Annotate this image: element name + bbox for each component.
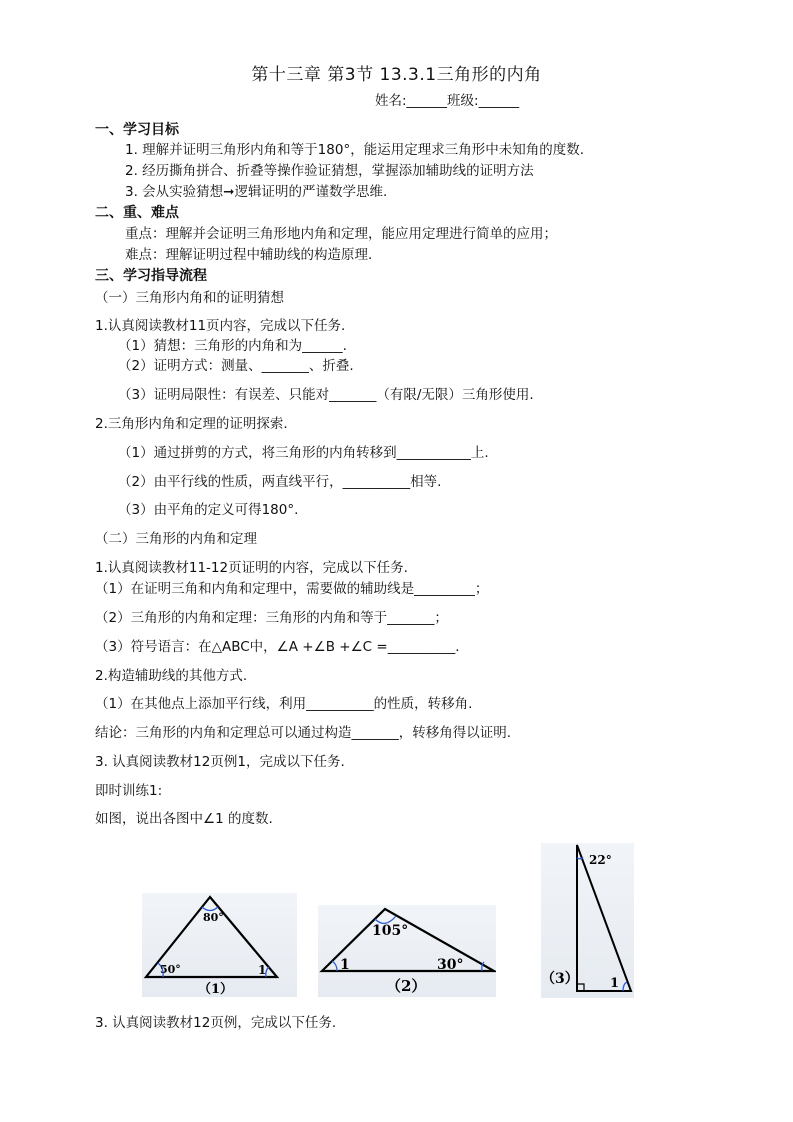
triangle-figure-2 bbox=[318, 905, 496, 997]
part2-task3: 3. 认真阅读教材12页例1，完成以下任务. bbox=[95, 754, 345, 770]
part2-conclusion: 结论：三角形的内角和定理总可以通过构造_______，转移角得以证明. bbox=[95, 725, 512, 741]
part1-q1: （1）猜想：三角形的内角和为______. bbox=[118, 338, 347, 354]
goal-item-1: 1. 理解并证明三角形内角和等于180°，能运用定理求三角形中未知角的度数. bbox=[125, 142, 584, 158]
name-class-line: 姓名:______班级:______ bbox=[375, 93, 520, 109]
footer-task: 3. 认真阅读教材12页例，完成以下任务. bbox=[95, 1015, 337, 1031]
section-process-heading: 三、学习指导流程 bbox=[95, 268, 207, 284]
part1-q2: （2）证明方式：测量、_______、折叠. bbox=[118, 358, 354, 374]
fig1-caption: （1） bbox=[198, 982, 234, 997]
fig3-caption: （3） bbox=[541, 971, 579, 987]
part2-task1: 1.认真阅读教材11-12页证明的内容，完成以下任务. bbox=[95, 560, 408, 576]
page-title: 第十三章 第3节 13.3.1三角形的内角 bbox=[251, 65, 542, 85]
drill-question: 如图，说出各图中∠1 的度数. bbox=[95, 811, 273, 827]
section-goals-heading: 一、学习目标 bbox=[95, 122, 179, 138]
part2-q1: （1）在证明三角和内角和定理中，需要做的辅助线是_________； bbox=[95, 581, 489, 597]
part2-title: （二）三角形的内角和定理 bbox=[95, 531, 257, 547]
part1-task1: 1.认真阅读教材11页内容，完成以下任务. bbox=[95, 318, 346, 334]
goal-item-2: 2. 经历撕角拼合、折叠等操作验证猜想，掌握添加辅助线的证明方法 bbox=[125, 163, 534, 179]
part1-r1: （1）通过拼剪的方式，将三角形的内角转移到___________上. bbox=[118, 445, 489, 461]
part2-q2: （2）三角形的内角和定理：三角形的内角和等于_______； bbox=[95, 610, 448, 626]
part1-task2: 2.三角形内角和定理的证明探索. bbox=[95, 416, 288, 432]
part1-q3: （3）证明局限性：有误差、只能对_______（有限/无限）三角形使用. bbox=[118, 387, 534, 403]
difficult-point: 难点：理解证明过程中辅助线的构造原理. bbox=[125, 247, 373, 263]
fig1-top-angle: 80° bbox=[203, 911, 224, 924]
triangle-figure-3 bbox=[541, 843, 634, 998]
fig2-top-angle: 105° bbox=[372, 923, 409, 939]
part1-title: （一）三角形内角和的证明猜想 bbox=[95, 290, 284, 306]
section-keypoints-heading: 二、重、难点 bbox=[95, 205, 179, 221]
part1-r3: （3）由平角的定义可得180°. bbox=[118, 502, 299, 518]
fig3-angle-1-label: 1 bbox=[610, 976, 620, 991]
fig2-caption: （2） bbox=[386, 977, 427, 995]
part2-task2: 2.构造辅助线的其他方式. bbox=[95, 668, 248, 684]
fig1-angle-1-label: 1 bbox=[258, 963, 267, 977]
part2-q3: （3）符号语言：在△ABC中，∠A +∠B +∠C =__________. bbox=[95, 639, 460, 655]
fig2-angle-1-label: 1 bbox=[340, 957, 350, 973]
part1-r2: （2）由平行线的性质，两直线平行，__________相等. bbox=[118, 474, 442, 490]
fig2-right-angle: 30° bbox=[437, 957, 464, 973]
drill-heading: 即时训练1: bbox=[95, 783, 163, 799]
part2-r1: （1）在其他点上添加平行线，利用__________的性质，转移角. bbox=[95, 696, 473, 712]
fig3-top-angle: 22° bbox=[589, 853, 612, 867]
goal-item-3: 3. 会从实验猜想➞逻辑证明的严谨数学思维. bbox=[125, 184, 388, 200]
key-point: 重点：理解并会证明三角形地内角和定理，能应用定理进行简单的应用； bbox=[125, 226, 557, 242]
fig1-left-angle: 50° bbox=[160, 963, 181, 976]
triangle-figure-1 bbox=[142, 893, 297, 997]
